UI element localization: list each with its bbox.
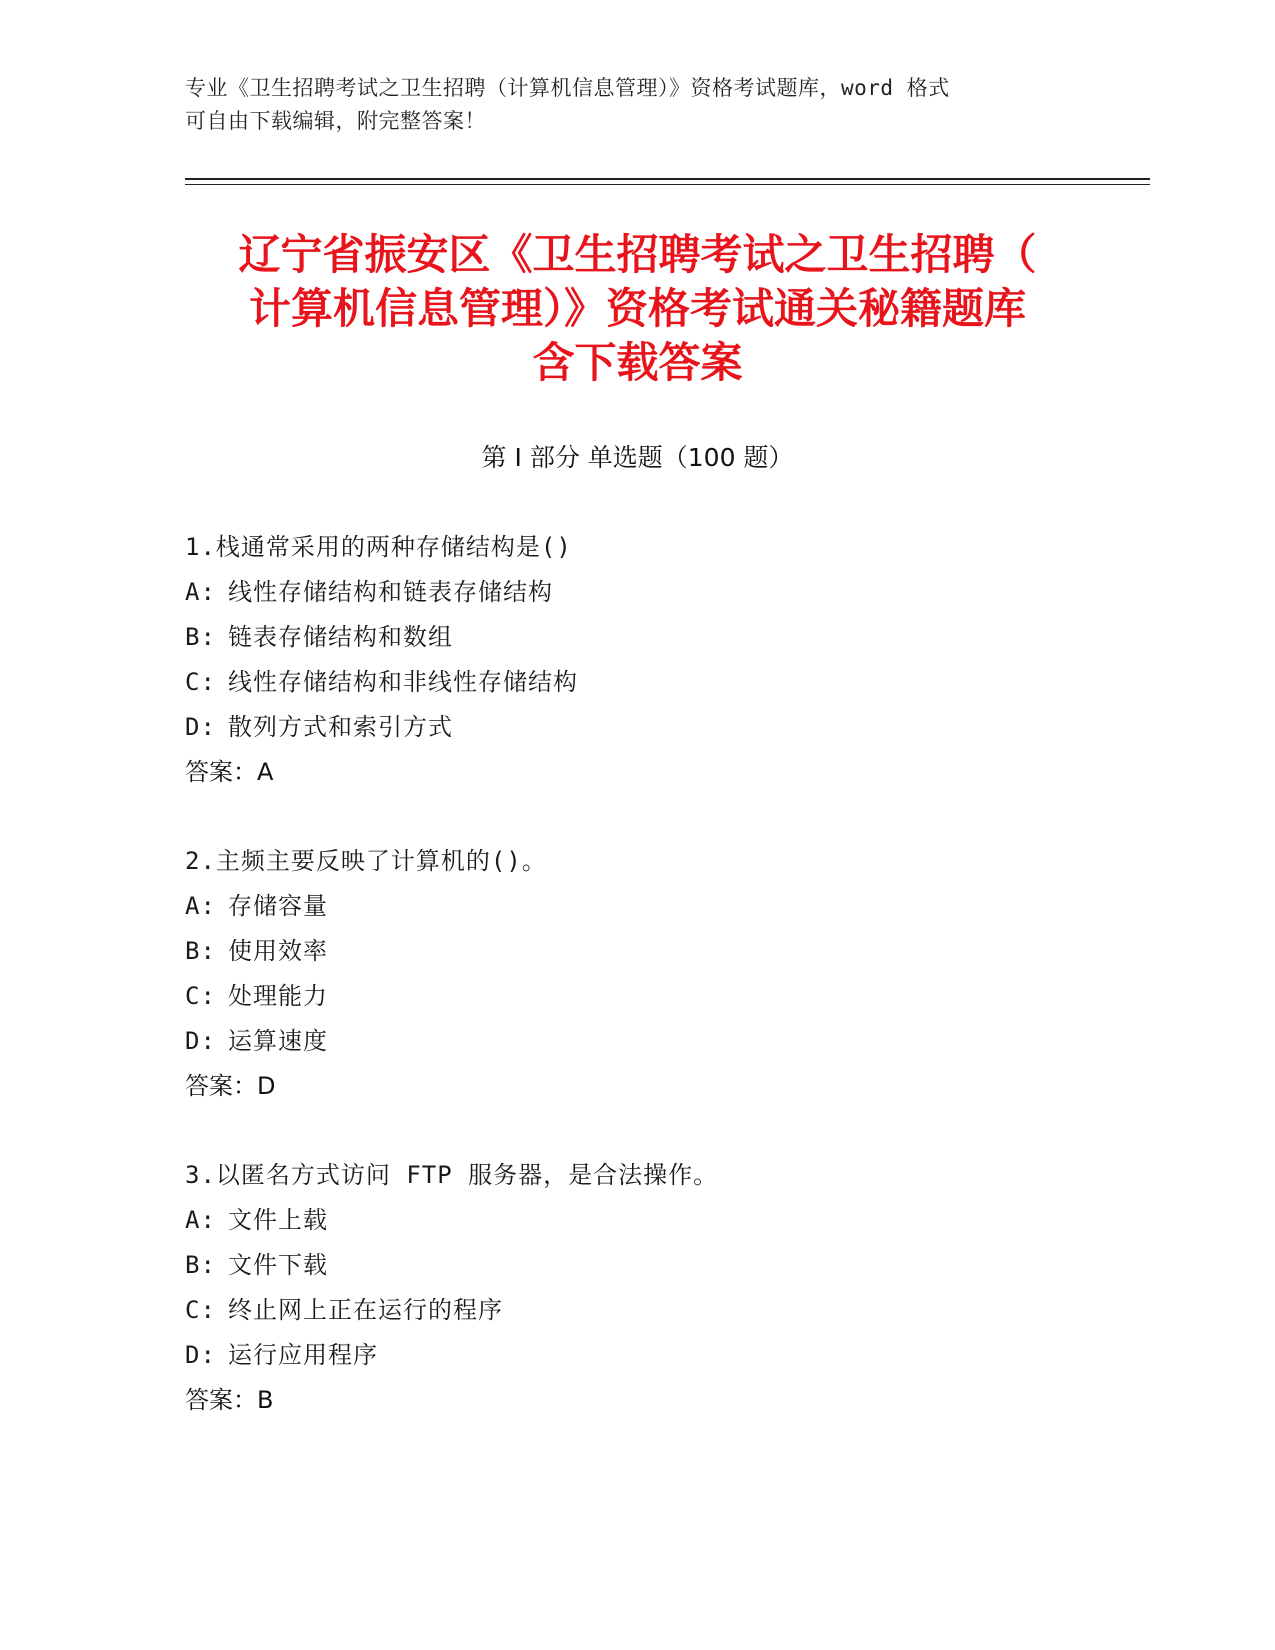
question-option bbox=[185, 705, 1090, 750]
document-title-line1: 辽宁省振安区《卫生招聘考试之卫生招聘（ bbox=[238, 230, 1037, 279]
question-option bbox=[185, 1019, 1090, 1064]
question-option bbox=[185, 570, 1090, 615]
option-text: 使用效率 bbox=[228, 937, 328, 965]
option-text: 运行应用程序 bbox=[228, 1341, 378, 1369]
question-option bbox=[185, 1243, 1090, 1288]
option-text: 文件下载 bbox=[228, 1251, 328, 1279]
document-title-line3: 含下载答案 bbox=[532, 338, 743, 387]
header-note bbox=[185, 72, 1065, 138]
option-letter: C: bbox=[185, 668, 216, 696]
option-letter: A: bbox=[185, 578, 216, 606]
option-text: 链表存储结构和数组 bbox=[228, 623, 453, 651]
document-title-line2: 计算机信息管理）》资格考试通关秘籍题库 bbox=[248, 284, 1026, 333]
question-option bbox=[185, 929, 1090, 974]
question-stem: 2.主频主要反映了计算机的()。 bbox=[185, 847, 547, 875]
question-stem: 3.以匿名方式访问 FTP 服务器，是合法操作。 bbox=[185, 1161, 719, 1189]
option-letter: A: bbox=[185, 1206, 216, 1234]
section-heading: 第 I 部分 单选题（100 题） bbox=[481, 443, 794, 472]
header-divider-thick bbox=[185, 178, 1150, 180]
question-answer: 答案：B bbox=[185, 1386, 274, 1414]
option-letter: C: bbox=[185, 1296, 216, 1324]
question-item bbox=[185, 839, 1090, 1109]
question-answer: 答案：A bbox=[185, 758, 274, 786]
option-letter: B: bbox=[185, 1251, 216, 1279]
option-letter: A: bbox=[185, 892, 216, 920]
option-letter: D: bbox=[185, 713, 216, 741]
question-option bbox=[185, 974, 1090, 1019]
option-letter: B: bbox=[185, 623, 216, 651]
question-answer: 答案：D bbox=[185, 1072, 276, 1100]
option-text: 终止网上正在运行的程序 bbox=[228, 1296, 503, 1324]
option-letter: D: bbox=[185, 1027, 216, 1055]
question-option bbox=[185, 660, 1090, 705]
question-list bbox=[185, 525, 1090, 1467]
document-title bbox=[185, 228, 1090, 390]
option-text: 处理能力 bbox=[228, 982, 328, 1010]
question-option bbox=[185, 884, 1090, 929]
option-text: 运算速度 bbox=[228, 1027, 328, 1055]
question-option bbox=[185, 1333, 1090, 1378]
question-item bbox=[185, 1153, 1090, 1423]
question-option bbox=[185, 1288, 1090, 1333]
question-option bbox=[185, 615, 1090, 660]
option-text: 存储容量 bbox=[228, 892, 328, 920]
option-text: 线性存储结构和非线性存储结构 bbox=[228, 668, 578, 696]
option-text: 散列方式和索引方式 bbox=[228, 713, 453, 741]
header-note-line2: 可自由下载编辑，附完整答案！ bbox=[185, 109, 486, 133]
option-letter: D: bbox=[185, 1341, 216, 1369]
question-item bbox=[185, 525, 1090, 795]
question-option bbox=[185, 1198, 1090, 1243]
question-stem: 1.栈通常采用的两种存储结构是() bbox=[185, 533, 572, 561]
option-text: 线性存储结构和链表存储结构 bbox=[228, 578, 553, 606]
header-note-line1: 专业《卫生招聘考试之卫生招聘（计算机信息管理）》资格考试题库，word 格式 bbox=[185, 76, 950, 100]
header-divider-thin bbox=[185, 184, 1150, 185]
option-text: 文件上载 bbox=[228, 1206, 328, 1234]
option-letter: C: bbox=[185, 982, 216, 1010]
option-letter: B: bbox=[185, 937, 216, 965]
